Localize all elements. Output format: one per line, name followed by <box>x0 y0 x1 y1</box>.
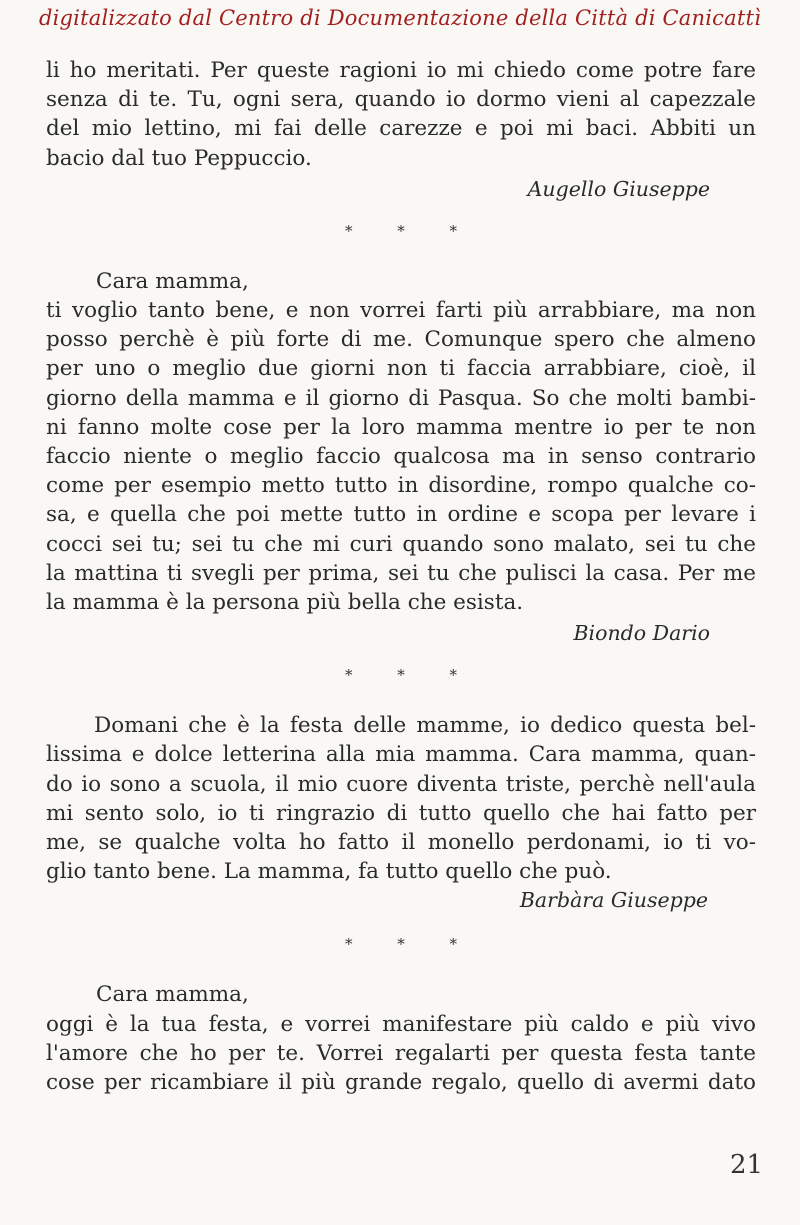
letter-1 <box>46 56 756 204</box>
text-line: lissima e dolce letterina alla mia mamma. Cara mamma, quan- <box>46 742 756 768</box>
text-line: faccio niente o meglio faccio qualcosa ma in senso contrario <box>46 444 756 470</box>
text-line: me, se qualche volta ho fatto il monello perdonami, io ti vo- <box>46 830 756 856</box>
text-line: l'amore che ho per te. Vorrei regalarti per questa festa tante <box>46 1040 756 1066</box>
letter-2-body <box>46 267 756 617</box>
text-line: ti voglio tanto bene, e non vorrei farti più arrabbiare, ma non <box>46 298 756 324</box>
text-line: posso perchè è più forte di me. Comunque spero che almeno <box>46 327 756 353</box>
text-line: oggi è la tua festa, e vorrei manifestare più caldo e più vivo <box>46 1011 756 1037</box>
text-line: come per esempio metto tutto in disordine, rompo qualche co- <box>46 473 756 499</box>
text-line: la mattina ti svegli per prima, sei tu che pulisci la casa. Per me <box>46 560 756 586</box>
section-separator: * * * <box>344 666 478 685</box>
letter-4-body <box>46 980 756 1097</box>
letter-2-signature: Biondo Dario <box>573 621 710 646</box>
digitization-watermark: digitalizzato dal Centro di Documentazione della Città di Canicattì <box>38 6 762 30</box>
text-line: do io sono a scuola, il mio cuore diventa triste, perchè nell'aula <box>46 771 756 797</box>
letter-4 <box>46 980 756 1097</box>
letter-3-body <box>46 711 756 886</box>
section-separator: * * * <box>344 935 478 954</box>
text-line: la mamma è la persona più bella che esista. <box>46 590 524 616</box>
text-line: per uno o meglio due giorni non ti faccia arrabbiare, cioè, il <box>46 356 756 382</box>
page-number: 21 <box>730 1150 764 1180</box>
page-body <box>46 56 756 1097</box>
text-line: giorno della mamma e il giorno di Pasqua. So che molti bambi- <box>46 385 756 411</box>
salutation: Cara mamma, <box>96 982 249 1008</box>
letter-3 <box>46 711 756 915</box>
letter-2 <box>46 267 756 648</box>
section-separator: * * * <box>344 221 478 240</box>
text-line: cocci sei tu; sei tu che mi curi quando sono malato, sei tu che <box>46 531 756 557</box>
text-line: glio tanto bene. La mamma, fa tutto quello che può. <box>46 859 612 885</box>
text-line: del mio lettino, mi fai delle carezze e poi mi baci. Abbiti un <box>46 116 756 142</box>
text-line: bacio dal tuo Peppuccio. <box>46 145 312 171</box>
letter-1-body <box>46 56 756 173</box>
text-line: mi sento solo, io ti ringrazio di tutto quello che hai fatto per <box>46 800 756 826</box>
text-line: sa, e quella che poi mette tutto in ordine e scopa per levare i <box>46 502 756 528</box>
letter-3-signature: Barbàra Giuseppe <box>519 888 708 913</box>
text-line: cose per ricambiare il più grande regalo, quello di avermi dato <box>46 1070 756 1096</box>
text-line: Domani che è la festa delle mamme, io dedico questa bel- <box>94 713 756 739</box>
text-line: senza di te. Tu, ogni sera, quando io dormo vieni al capezzale <box>46 87 756 113</box>
salutation: Cara mamma, <box>96 268 249 294</box>
text-line: ni fanno molte cose per la loro mamma mentre io per te non <box>46 414 756 440</box>
letter-1-signature: Augello Giuseppe <box>527 176 710 201</box>
text-line: li ho meritati. Per queste ragioni io mi chiedo come potre fare <box>46 58 756 83</box>
